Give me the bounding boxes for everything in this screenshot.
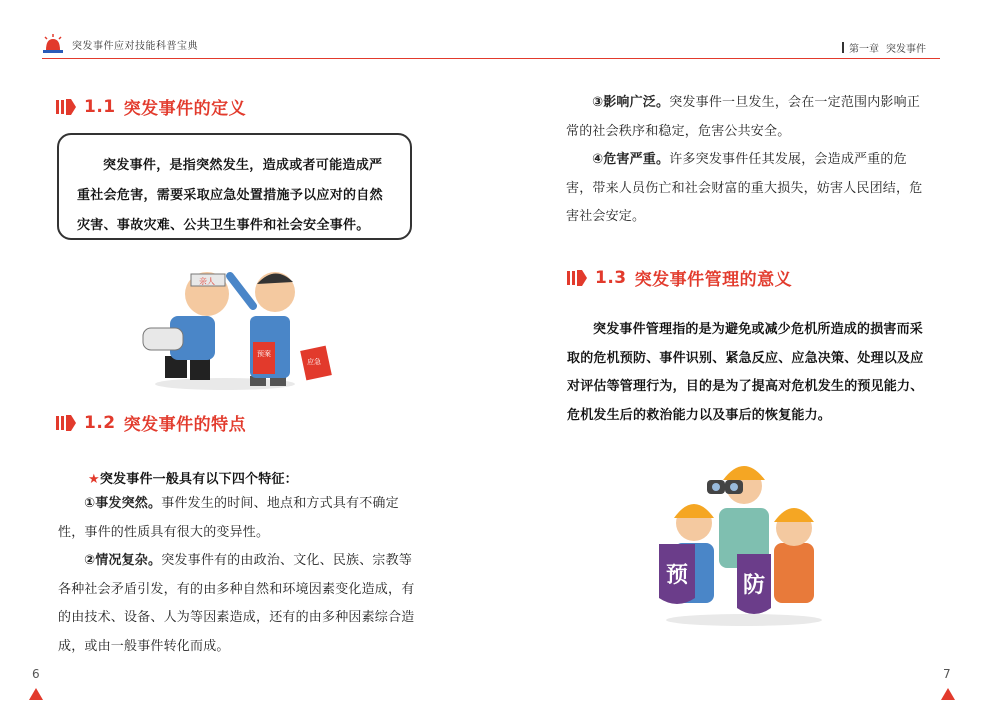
shield-right-text: 防 — [743, 573, 766, 598]
feature-4-text: 许多突发事件任其发展，会造成严重的危害，带来人员伤亡和社会财富的重大损失，妨害人民团结，危害社会安定。 — [566, 152, 923, 224]
book-label: 预案 — [257, 350, 271, 358]
feature-1-label: ①事发突然。 — [84, 496, 162, 511]
page-number: 6 — [32, 667, 40, 681]
chapter-title: 突发事件 — [886, 44, 926, 55]
header-rule — [42, 58, 491, 59]
head-label: 亲人 — [199, 277, 215, 286]
chapter-header — [842, 40, 926, 55]
section-marker-icon — [567, 270, 587, 286]
shield-left-text: 预 — [666, 563, 689, 588]
section-number: 1.2 — [84, 412, 116, 433]
star-icon: ★ — [88, 472, 100, 487]
running-header — [42, 34, 198, 54]
feature-4 — [566, 146, 928, 232]
section-heading-1-3 — [567, 265, 792, 290]
feature-2-label: ②情况复杂。 — [84, 553, 162, 568]
section-marker-icon — [56, 415, 76, 431]
management-paragraph: 突发事件管理指的是为避免或减少危机所造成的损害而采取的危机预防、事件识别、紧急反应、应急决策、处理以及应对评估等管理行为，目的是为了提高对危机发生的预见能力、危机发生后的救治能力以及事后的恢复能力。 — [567, 322, 924, 423]
features-intro-text: 突发事件一般具有以下四个特征： — [99, 472, 298, 487]
header-rule — [491, 58, 940, 59]
cartoon-illustration-prevention-workers — [659, 448, 839, 628]
feature-2-text: 突发事件有的由政治、文化、民族、宗教等各种社会矛盾引发，有的由多种自然和环境因素变化造成，有的由技术、设备、人为等因素造成，还有的由多种因素综合造成，或由一般事件转化而成。 — [58, 553, 415, 654]
definition-box: 突发事件，是指突然发生，造成或者可能造成严重社会危害，需要采取应急处置措施予以应对的自然灾害、事故灾难、公共卫生事件和社会安全事件。 — [57, 133, 412, 240]
section-heading-1-2 — [56, 410, 246, 435]
section-title: 突发事件管理的意义 — [634, 270, 793, 290]
chapter-label: 第一章 — [849, 44, 879, 55]
section-marker-icon — [56, 99, 76, 115]
section-heading-1-1 — [56, 94, 246, 119]
chapter-bar — [842, 42, 844, 53]
feature-3-text: 突发事件一旦发生，会在一定范围内影响正常的社会秩序和稳定，危害公共安全。 — [566, 95, 921, 139]
corner-triangle-icon — [29, 688, 43, 700]
alarm-light-icon — [42, 34, 64, 54]
feature-1 — [58, 490, 418, 547]
feature-3-label: ③影响广泛。 — [592, 95, 670, 110]
page-number: 7 — [943, 667, 951, 681]
features-list-left — [58, 490, 418, 661]
book-title: 突发事件应对技能科普宝典 — [72, 40, 198, 52]
feature-1-text: 事件发生的时间、地点和方式具有不确定性，事件的性质具有很大的变异性。 — [58, 496, 399, 540]
features-list-right — [566, 89, 928, 232]
feature-4-label: ④危害严重。 — [592, 152, 670, 167]
section-title: 突发事件的定义 — [123, 99, 247, 119]
section-title: 突发事件的特点 — [123, 415, 247, 435]
section-number: 1.3 — [595, 267, 627, 288]
corner-triangle-icon — [941, 688, 955, 700]
feature-2 — [58, 547, 418, 661]
feature-3 — [566, 89, 928, 146]
book-label-2: 应急 — [307, 358, 321, 366]
cartoon-illustration-confused-workers — [135, 256, 335, 396]
section-number: 1.1 — [84, 96, 116, 117]
right-page — [491, 0, 982, 702]
